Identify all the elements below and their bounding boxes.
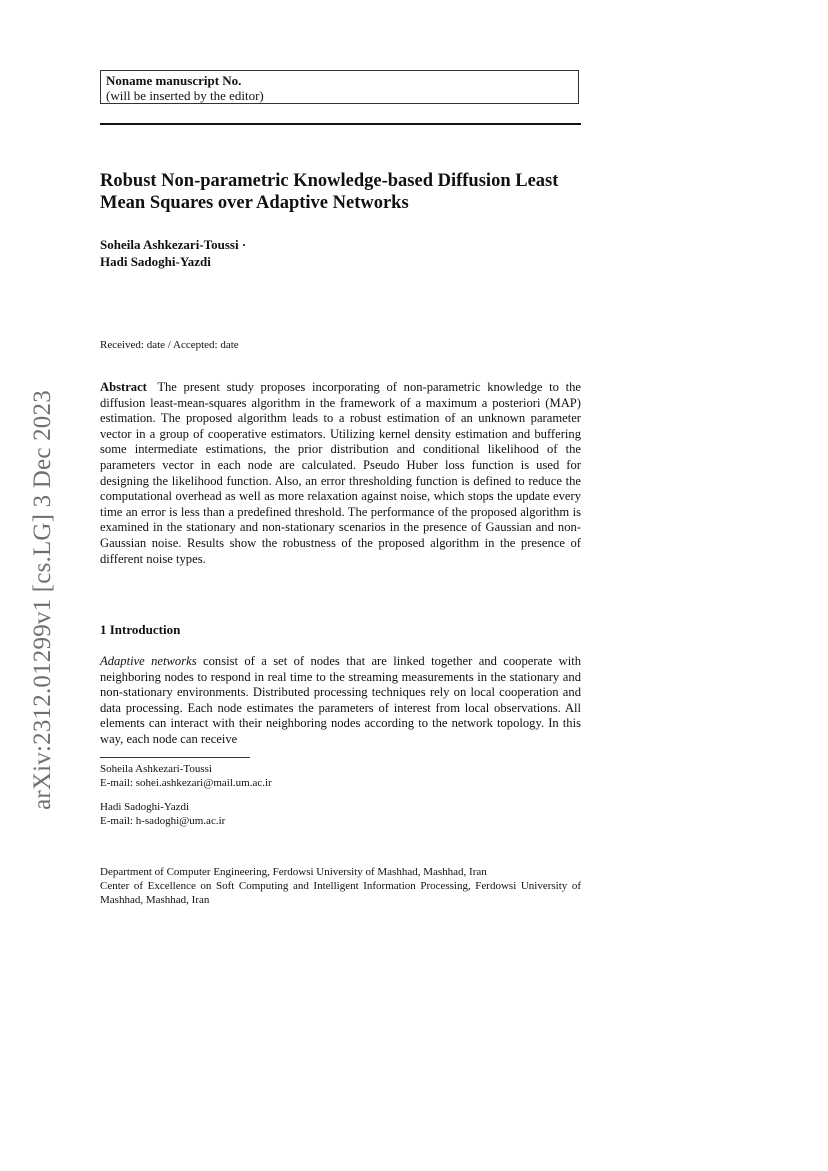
intro-text: consist of a set of nodes that are linked together and cooperate with neighboring nodes to respond in real time to the streaming measurements in the stationary and non-stationary environments. Distributed processing techniques rely on local cooperation and data processing. Each node estimates the parameters of interest from local observations. All elements can interact with their neighboring nodes according to the network topology. In this way, each node can receive	[100, 654, 581, 746]
editor-box	[100, 70, 579, 104]
section-heading: 1 Introduction	[100, 622, 181, 637]
affiliation-1: Department of Computer Engineering, Ferdowsi University of Mashhad, Mashhad, Iran	[100, 866, 487, 878]
affiliations	[100, 865, 581, 907]
footnote-email: E-mail: h-sadoghi@um.ac.ir	[100, 815, 226, 827]
intro-emphasis: Adaptive networks	[100, 654, 197, 668]
author-2: Hadi Sadoghi-Yazdi	[100, 254, 211, 269]
affiliation-2: Center of Excellence on Soft Computing and Intelligent Information Processing, Ferdowsi University of Mashhad, Mashhad, Iran	[100, 880, 581, 906]
editor-note: (will be inserted by the editor)	[106, 88, 264, 103]
manuscript-number-label: Noname manuscript No.	[106, 73, 242, 88]
abstract	[100, 380, 581, 567]
arxiv-sidebar	[18, 360, 68, 840]
abstract-label: Abstract	[100, 380, 147, 394]
intro-paragraph	[100, 654, 581, 748]
paper-title: Robust Non-parametric Knowledge-based Diffusion Least Mean Squares over Adaptive Networks	[100, 171, 559, 213]
author-list	[100, 236, 500, 270]
footnote-rule	[100, 757, 250, 758]
abstract-text: The present study proposes incorporating of non-parametric knowledge to the diffusion least-mean-squares algorithm in the framework of a maximum a posteriori (MAP) estimation. The proposed algorithm leads to a robust estimation of an unknown parameter vector in a group of cooperative estimators. Utilizing kernel density estimation and buffering some intermediate estimations, the prior distribution and conditional likelihood of the parameters vector in each node are calculated. Pseudo Huber loss function is used for designing the likelihood function. Also, an error thresholding function is defined to reduce the computational overhead as well as more relaxation against noise, which stops the update every time an error is less than a predefined threshold. The performance of the proposed algorithm is examined in the stationary and non-stationary scenarios in the presence of Gaussian and non-Gaussian noise. Results show the robustness of the proposed algorithm in the presence of different noise types.	[100, 380, 581, 566]
footnote-name: Hadi Sadoghi-Yazdi	[100, 801, 190, 813]
author-1: Soheila Ashkezari-Toussi ·	[100, 237, 247, 252]
footnote-name: Soheila Ashkezari-Toussi	[100, 763, 212, 775]
received-date: Received: date / Accepted: date	[100, 339, 239, 351]
footnote-email: E-mail: sohei.ashkezari@mail.um.ac.ir	[100, 777, 272, 789]
arxiv-identifier: arXiv:2312.01299v1 [cs.LG] 3 Dec 2023	[29, 390, 56, 810]
footnote-author-1	[100, 762, 272, 790]
footnote-author-2	[100, 800, 225, 828]
header-rule	[100, 123, 581, 125]
